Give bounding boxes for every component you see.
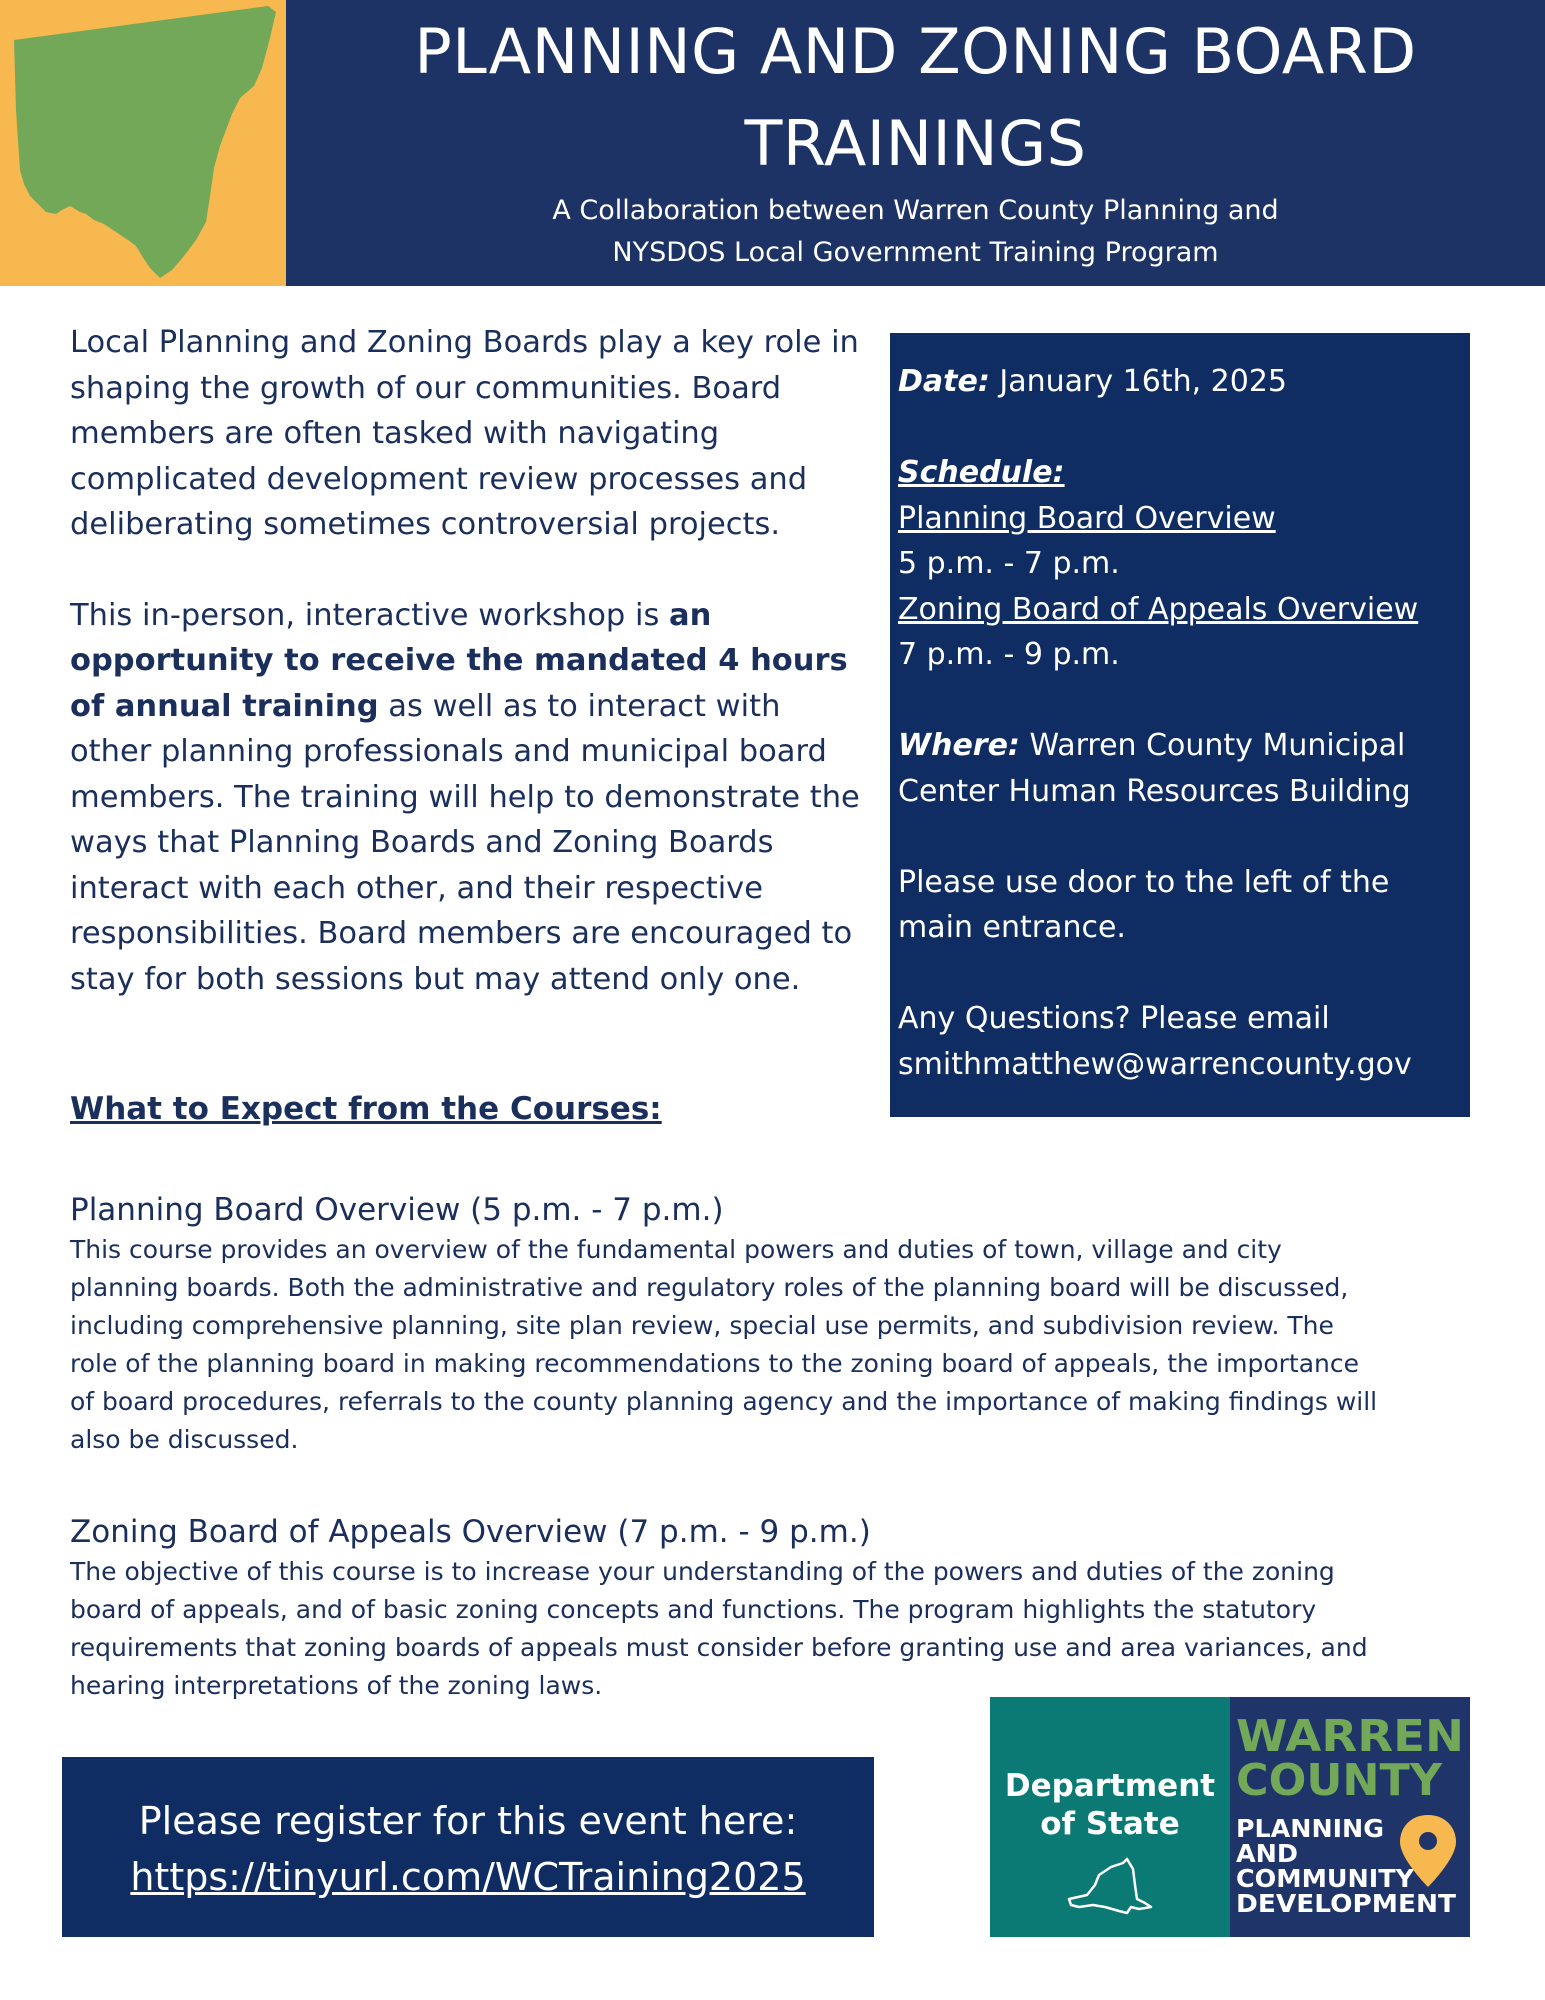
warren-county-logo-art xyxy=(1230,1697,1470,1937)
session1-name-text: Planning Board Overview xyxy=(898,500,1276,536)
dos-line: Department xyxy=(1004,1768,1216,1804)
date-row xyxy=(898,359,1462,405)
event-info-box xyxy=(890,333,1470,1117)
course-line: hearing interpretations of the zoning laws. xyxy=(70,1671,603,1700)
intro-text xyxy=(70,320,860,1047)
session1-name xyxy=(898,496,1462,542)
title-line: PLANNING AND ZONING BOARD xyxy=(414,15,1417,88)
date-value: January 16th, 2025 xyxy=(989,364,1288,399)
session2-time: 7 p.m. - 9 p.m. xyxy=(898,637,1120,672)
wc-word: AND xyxy=(1236,1839,1298,1868)
contact-email[interactable]: smithmatthew@warrencounty.gov xyxy=(898,1046,1412,1082)
course-line: This course provides an overview of the fundamental powers and duties of town, village and city xyxy=(70,1235,1282,1264)
door-note: Please use door to the left of the xyxy=(898,864,1390,900)
department-of-state-logo xyxy=(990,1697,1230,1937)
course-description xyxy=(70,1553,1480,1705)
where-label: Where: xyxy=(898,728,1020,763)
new-york-state-icon xyxy=(1065,1855,1155,1919)
course-title: Planning Board Overview (5 p.m. - 7 p.m.) xyxy=(70,1192,724,1228)
map-tile xyxy=(0,0,286,286)
warren-county-logo xyxy=(1230,1697,1470,1937)
intro-paragraph: Local Planning and Zoning Boards play a key role in shaping the growth of our communities. Board members are often tasked with navigating complicated development review processes and deliberating sometimes controversial projects. xyxy=(70,325,859,542)
page-subtitle xyxy=(286,190,1545,274)
questions-text: Any Questions? Please email xyxy=(898,1001,1330,1036)
wc-word: WARREN xyxy=(1236,1711,1464,1762)
course-line: planning boards. Both the administrative and regulatory roles of the planning board will be discussed, xyxy=(70,1273,1349,1302)
intro-text-span: as well as to interact with other planning professionals and municipal board members. The training will help to demonstrate the ways that Planning Boards and Zoning Boards interact with each other, and their respective responsibilities. Board members are encouraged to stay for both sessions but may attend only one. xyxy=(70,688,860,997)
course-planning-board xyxy=(70,1189,1480,1459)
wc-word: PLANNING xyxy=(1236,1814,1384,1843)
subtitle-line: A Collaboration between Warren County Planning and xyxy=(552,195,1279,226)
course-line: role of the planning board in making recommendations to the zoning board of appeals, the importance xyxy=(70,1349,1360,1378)
where-row xyxy=(898,723,1462,769)
mandated-training-highlight: an opportunity to receive the mandated 4 hours of annual training xyxy=(70,597,848,724)
subtitle-line: NYSDOS Local Government Training Program xyxy=(612,237,1219,268)
course-description xyxy=(70,1231,1480,1459)
wc-word: COUNTY xyxy=(1236,1755,1444,1806)
warren-county-map-icon xyxy=(0,0,286,286)
wc-word: DEVELOPMENT xyxy=(1236,1889,1456,1918)
schedule-label-text: Schedule: xyxy=(898,455,1065,490)
expect-heading: What to Expect from the Courses: xyxy=(70,1091,662,1127)
course-zoning-board xyxy=(70,1511,1480,1705)
page-title xyxy=(286,6,1545,190)
register-link[interactable]: https://tinyurl.com/WCTraining2025 xyxy=(130,1855,806,1899)
register-text: Please register for this event here: xyxy=(138,1799,798,1843)
course-line: of board procedures, referrals to the county planning agency and the importance of making findings will xyxy=(70,1387,1378,1416)
register-box xyxy=(62,1757,874,1937)
session1-time: 5 p.m. - 7 p.m. xyxy=(898,546,1120,581)
session2-name-text: Zoning Board of Appeals Overview xyxy=(898,591,1419,627)
course-line: requirements that zoning boards of appeals must consider before granting use and area variances, and xyxy=(70,1633,1368,1662)
door-note: main entrance. xyxy=(898,910,1126,945)
dos-line: of State xyxy=(1040,1806,1180,1842)
course-line: also be discussed. xyxy=(70,1425,299,1454)
title-line: TRAININGS xyxy=(744,107,1087,180)
course-title: Zoning Board of Appeals Overview (7 p.m. - 9 p.m.) xyxy=(70,1514,871,1550)
course-line: The objective of this course is to increase your understanding of the powers and duties of the zoning xyxy=(70,1557,1335,1586)
intro-paragraph xyxy=(70,593,860,1003)
schedule-label xyxy=(898,450,1462,496)
intro-text-span: This in-person, interactive workshop is xyxy=(70,597,670,633)
date-label: Date: xyxy=(898,364,990,399)
dos-logo-text xyxy=(990,1767,1230,1843)
where-value: Warren County Municipal xyxy=(1019,728,1406,763)
wc-word: COMMUNITY xyxy=(1236,1864,1415,1893)
session2-name xyxy=(898,587,1462,633)
where-line2: Center Human Resources Building xyxy=(898,773,1411,809)
course-line: including comprehensive planning, site plan review, special use permits, and subdivision review. The xyxy=(70,1311,1334,1340)
course-line: board of appeals, and of basic zoning concepts and functions. The program highlights the statutory xyxy=(70,1595,1317,1624)
